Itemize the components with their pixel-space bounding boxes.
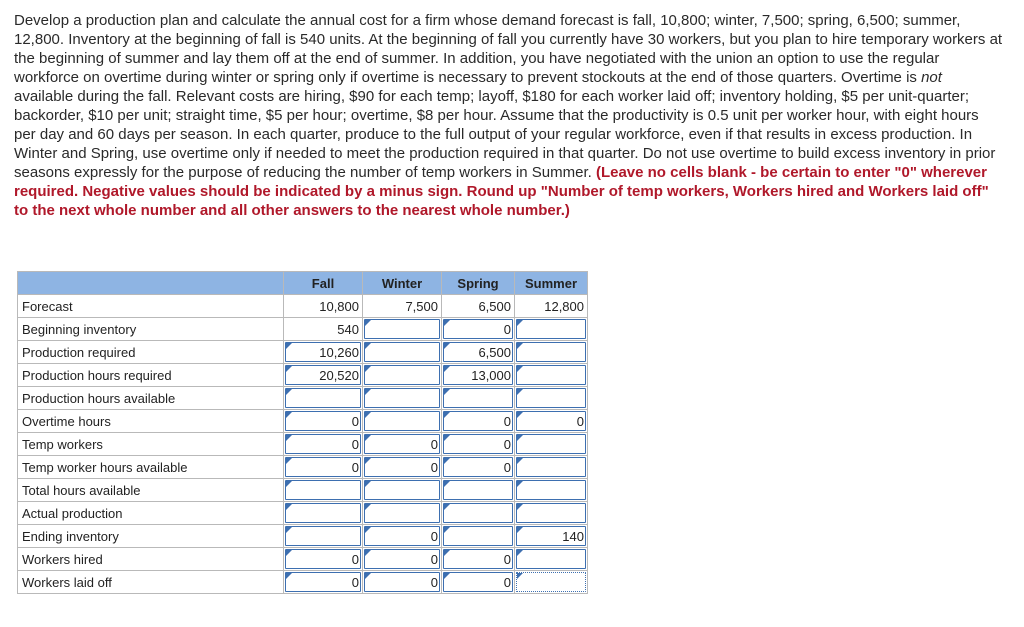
- input-box[interactable]: [364, 457, 440, 477]
- input-marker-icon: [517, 389, 523, 395]
- problem-text-part2: available during the fall. Relevant costs are hiring, $90 for each temp; layoff, $180 for each worker laid off; inventory holding, $5 per unit-quarter; backorder, $10 per unit; straight time, $5 per hour; overtime, $8 per hour. Assume that the productivity is 0.5 unit per worker hour, with eight hours per day and 60 days per season. In each quarter, produce to the full output of your regular workforce, even if that results in excess production. In Winter and Spring, use overtime only if needed to meet the production required in that quarter. Do not use overtime to build excess inventory in prior seasons expressly for the purpose of reducing the number of temp workers in Summer.: [14, 88, 996, 181]
- input-box[interactable]: [364, 319, 440, 339]
- input-box[interactable]: [516, 480, 586, 500]
- input-cell-summer[interactable]: [515, 410, 588, 433]
- input-box[interactable]: [516, 365, 586, 385]
- cell-value: 0: [430, 551, 438, 567]
- input-box[interactable]: [364, 480, 440, 500]
- table-row: [18, 456, 588, 479]
- input-cell-spring[interactable]: [442, 525, 515, 548]
- input-cell-summer[interactable]: [515, 387, 588, 410]
- instructions-warning: (Leave no cells blank - be certain to enter "0" wherever required. Negative values should be indicated by a minus sign. Round up "Number of temp workers, Workers hired and Workers laid off" to the next whole number and all other answers to the nearest whole number.): [14, 164, 989, 219]
- input-box[interactable]: [285, 572, 361, 592]
- input-box[interactable]: [285, 503, 361, 523]
- input-box[interactable]: [443, 549, 513, 569]
- input-cell-fall[interactable]: [284, 502, 363, 525]
- cell-value: 20,520: [319, 367, 359, 383]
- input-marker-icon: [286, 412, 292, 418]
- row-label: Workers laid off: [18, 571, 284, 594]
- cell-value: 0: [430, 528, 438, 544]
- cell-value: 10,260: [319, 344, 359, 360]
- input-cell-fall[interactable]: [284, 364, 363, 387]
- input-marker-icon: [286, 573, 292, 579]
- cell-value: 0: [576, 413, 584, 429]
- table-row: [18, 341, 588, 364]
- table-row: [18, 364, 588, 387]
- table-row: [18, 502, 588, 525]
- problem-text-part1: Develop a production plan and calculate the annual cost for a firm whose demand forecast is fall, 10,800; winter, 7,500; spring, 6,500; summer, 12,800. Inventory at the beginning of fall is 540 units. At the beginning of fall you currently have 30 workers, but you plan to hire temporary workers at the beginning of summer and lay them off at the end of summer. In addition, you have negotiated with the union an option to use the regular workforce on overtime during winter or spring only if overtime is necessary to prevent stockouts at the end of those quarters. Overtime is: [14, 12, 1003, 86]
- input-marker-icon: [517, 343, 523, 349]
- cell-value: 0: [351, 574, 359, 590]
- input-cell-fall[interactable]: [284, 341, 363, 364]
- input-box[interactable]: [364, 342, 440, 362]
- input-cell-spring[interactable]: [442, 502, 515, 525]
- cell-value: 0: [430, 459, 438, 475]
- input-cell-winter[interactable]: [363, 456, 442, 479]
- input-box[interactable]: [285, 457, 361, 477]
- input-marker-icon: [444, 458, 450, 464]
- cell-value: 10,800: [319, 298, 359, 314]
- column-header-fall: Fall: [284, 272, 363, 295]
- input-cell-winter[interactable]: [363, 433, 442, 456]
- value-cell-summer: [515, 295, 588, 318]
- input-marker-icon: [365, 481, 371, 487]
- input-marker-icon: [365, 573, 371, 579]
- input-marker-icon: [365, 435, 371, 441]
- input-cell-spring[interactable]: [442, 341, 515, 364]
- cell-value: 6,500: [478, 344, 511, 360]
- input-cell-fall[interactable]: [284, 456, 363, 479]
- problem-text-emphasis: not: [921, 69, 942, 86]
- input-box[interactable]: [364, 572, 440, 592]
- input-marker-icon: [444, 504, 450, 510]
- input-cell-winter[interactable]: [363, 479, 442, 502]
- table-row: [18, 318, 588, 341]
- input-marker-icon: [444, 389, 450, 395]
- problem-statement: [14, 11, 1004, 220]
- cell-value: 0: [503, 551, 511, 567]
- input-marker-icon: [444, 481, 450, 487]
- header-corner: [18, 272, 284, 295]
- input-cell-spring[interactable]: [442, 387, 515, 410]
- cell-value: 0: [503, 574, 511, 590]
- input-box[interactable]: [443, 572, 513, 592]
- row-label: Production hours available: [18, 387, 284, 410]
- value-cell-fall: [284, 318, 363, 341]
- input-marker-icon: [365, 458, 371, 464]
- cell-value: 0: [430, 436, 438, 452]
- input-box[interactable]: [516, 411, 586, 431]
- input-marker-icon: [444, 366, 450, 372]
- input-box[interactable]: [443, 434, 513, 454]
- cell-value: 6,500: [478, 298, 511, 314]
- input-marker-icon: [444, 573, 450, 579]
- input-cell-summer[interactable]: [515, 525, 588, 548]
- input-box[interactable]: [516, 342, 586, 362]
- input-cell-fall[interactable]: [284, 525, 363, 548]
- value-cell-fall: [284, 295, 363, 318]
- row-label: Overtime hours: [18, 410, 284, 433]
- row-label: Beginning inventory: [18, 318, 284, 341]
- input-marker-icon: [286, 458, 292, 464]
- input-cell-summer[interactable]: [515, 502, 588, 525]
- input-marker-icon: [286, 527, 292, 533]
- input-cell-fall[interactable]: [284, 571, 363, 594]
- cell-value: 0: [503, 413, 511, 429]
- row-label: Forecast: [18, 295, 284, 318]
- cell-value: 0: [351, 551, 359, 567]
- row-label: Actual production: [18, 502, 284, 525]
- input-cell-summer[interactable]: [515, 364, 588, 387]
- production-plan-table: [17, 271, 588, 594]
- input-marker-icon: [365, 343, 371, 349]
- input-cell-spring[interactable]: [442, 479, 515, 502]
- cell-value: 0: [351, 413, 359, 429]
- input-marker-icon: [517, 527, 523, 533]
- cell-value: 0: [351, 459, 359, 475]
- input-marker-icon: [286, 343, 292, 349]
- input-marker-icon: [286, 435, 292, 441]
- input-marker-icon: [444, 550, 450, 556]
- row-label: Temp workers: [18, 433, 284, 456]
- input-cell-winter[interactable]: [363, 548, 442, 571]
- input-box[interactable]: [364, 526, 440, 546]
- input-box[interactable]: [285, 434, 361, 454]
- input-cell-summer[interactable]: [515, 318, 588, 341]
- input-marker-icon: [517, 504, 523, 510]
- input-marker-icon: [444, 320, 450, 326]
- column-header-spring: Spring: [442, 272, 515, 295]
- input-cell-fall[interactable]: [284, 548, 363, 571]
- table-row: [18, 571, 588, 594]
- input-marker-icon: [286, 550, 292, 556]
- input-box[interactable]: [516, 572, 586, 592]
- input-box[interactable]: [364, 388, 440, 408]
- input-cell-winter[interactable]: [363, 387, 442, 410]
- input-box[interactable]: [443, 526, 513, 546]
- header-row: [18, 272, 588, 295]
- input-cell-winter[interactable]: [363, 318, 442, 341]
- input-box[interactable]: [516, 549, 586, 569]
- input-box[interactable]: [364, 411, 440, 431]
- input-box[interactable]: [443, 388, 513, 408]
- input-box[interactable]: [364, 434, 440, 454]
- cell-value: 540: [337, 321, 359, 337]
- row-label: Workers hired: [18, 548, 284, 571]
- input-cell-summer[interactable]: [515, 479, 588, 502]
- input-marker-icon: [517, 458, 523, 464]
- row-label: Total hours available: [18, 479, 284, 502]
- input-box[interactable]: [285, 549, 361, 569]
- input-marker-icon: [444, 527, 450, 533]
- input-marker-icon: [517, 550, 523, 556]
- input-box[interactable]: [443, 319, 513, 339]
- table-row: [18, 548, 588, 571]
- input-cell-summer[interactable]: [515, 433, 588, 456]
- column-header-summer: Summer: [515, 272, 588, 295]
- input-marker-icon: [517, 481, 523, 487]
- input-cell-summer[interactable]: [515, 548, 588, 571]
- input-cell-summer[interactable]: [515, 341, 588, 364]
- cell-value: 7,500: [405, 298, 438, 314]
- input-marker-icon: [286, 366, 292, 372]
- row-label: Production required: [18, 341, 284, 364]
- input-marker-icon: [517, 412, 523, 418]
- cell-value: 0: [430, 574, 438, 590]
- cell-value: 13,000: [471, 367, 511, 383]
- input-cell-winter[interactable]: [363, 364, 442, 387]
- table-row: [18, 525, 588, 548]
- input-box[interactable]: [516, 319, 586, 339]
- input-box[interactable]: [443, 411, 513, 431]
- input-marker-icon: [517, 320, 523, 326]
- input-marker-icon: [286, 389, 292, 395]
- input-cell-winter[interactable]: [363, 502, 442, 525]
- input-marker-icon: [365, 366, 371, 372]
- cell-value: 0: [503, 436, 511, 452]
- input-box[interactable]: [516, 457, 586, 477]
- input-marker-icon: [365, 389, 371, 395]
- input-marker-icon: [365, 527, 371, 533]
- input-cell-spring[interactable]: [442, 548, 515, 571]
- input-marker-icon: [444, 412, 450, 418]
- input-box[interactable]: [516, 388, 586, 408]
- input-cell-winter[interactable]: [363, 410, 442, 433]
- input-box[interactable]: [443, 503, 513, 523]
- input-marker-icon: [365, 320, 371, 326]
- input-marker-icon: [365, 550, 371, 556]
- cell-value: 0: [503, 459, 511, 475]
- input-cell-spring[interactable]: [442, 410, 515, 433]
- row-label: Temp worker hours available: [18, 456, 284, 479]
- input-box[interactable]: [285, 411, 361, 431]
- input-marker-icon: [444, 343, 450, 349]
- input-box[interactable]: [364, 549, 440, 569]
- table-row: [18, 433, 588, 456]
- input-box[interactable]: [285, 388, 361, 408]
- value-cell-winter: [363, 295, 442, 318]
- input-box[interactable]: [285, 480, 361, 500]
- input-box[interactable]: [364, 365, 440, 385]
- input-cell-spring[interactable]: [442, 433, 515, 456]
- table-row: [18, 295, 588, 318]
- input-box[interactable]: [364, 503, 440, 523]
- row-label: Production hours required: [18, 364, 284, 387]
- input-cell-winter[interactable]: [363, 341, 442, 364]
- input-box[interactable]: [285, 526, 361, 546]
- input-box[interactable]: [443, 457, 513, 477]
- cell-value: 0: [503, 321, 511, 337]
- input-marker-icon: [286, 481, 292, 487]
- input-marker-icon: [517, 435, 523, 441]
- value-cell-spring: [442, 295, 515, 318]
- row-label: Ending inventory: [18, 525, 284, 548]
- input-cell-fall[interactable]: [284, 387, 363, 410]
- input-cell-spring[interactable]: [442, 364, 515, 387]
- input-marker-icon: [517, 366, 523, 372]
- cell-value: 0: [351, 436, 359, 452]
- input-cell-fall[interactable]: [284, 433, 363, 456]
- cell-value: 140: [562, 528, 584, 544]
- input-cell-summer[interactable]: [515, 456, 588, 479]
- cell-value: 12,800: [544, 298, 584, 314]
- input-cell-winter[interactable]: [363, 571, 442, 594]
- input-cell-summer[interactable]: [515, 571, 588, 594]
- input-cell-winter[interactable]: [363, 525, 442, 548]
- input-marker-icon: [365, 504, 371, 510]
- input-marker-icon: [286, 504, 292, 510]
- table-body: [18, 295, 588, 594]
- input-box[interactable]: [443, 480, 513, 500]
- table-row: [18, 387, 588, 410]
- input-marker-icon: [517, 573, 523, 579]
- table-row: [18, 410, 588, 433]
- input-cell-spring[interactable]: [442, 318, 515, 341]
- table-row: [18, 479, 588, 502]
- input-marker-icon: [444, 435, 450, 441]
- input-cell-fall[interactable]: [284, 479, 363, 502]
- input-cell-fall[interactable]: [284, 410, 363, 433]
- input-marker-icon: [365, 412, 371, 418]
- input-box[interactable]: [516, 503, 586, 523]
- input-cell-spring[interactable]: [442, 456, 515, 479]
- column-header-winter: Winter: [363, 272, 442, 295]
- input-cell-spring[interactable]: [442, 571, 515, 594]
- input-box[interactable]: [516, 434, 586, 454]
